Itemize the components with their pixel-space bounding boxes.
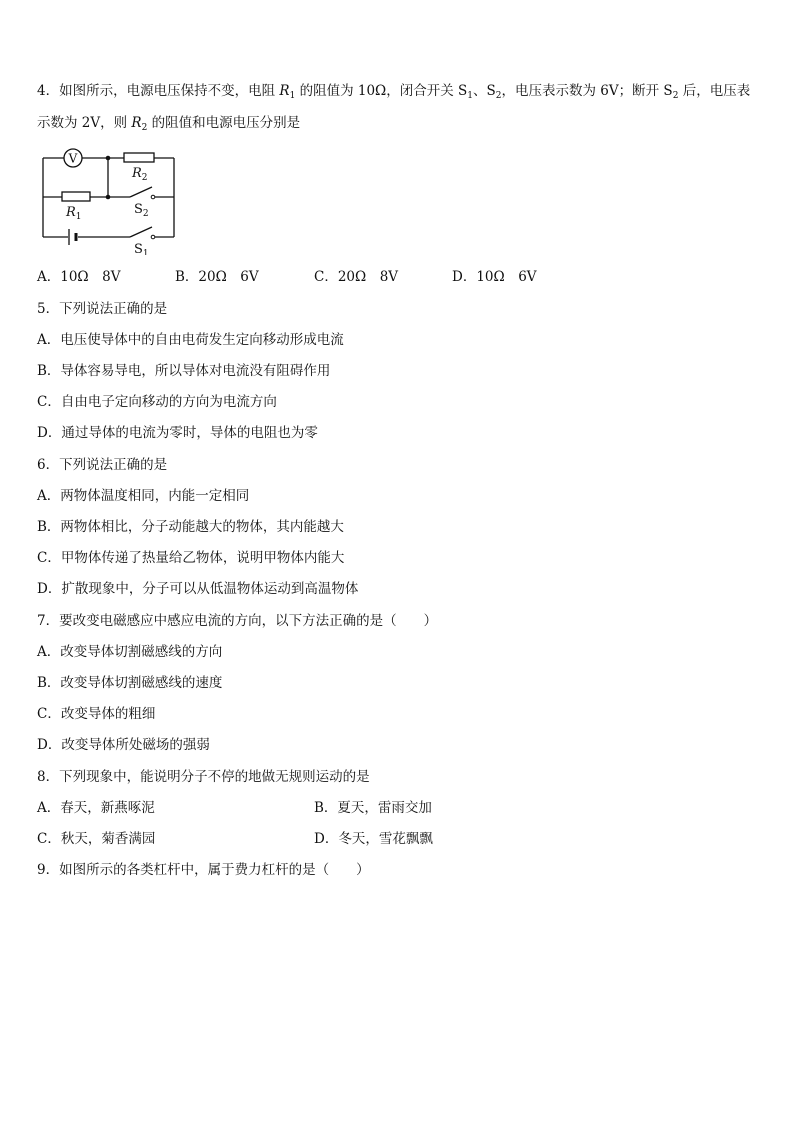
switch-s2-contact [151, 195, 155, 199]
q4-stem-line2: 示数为 2V，则 $R_2$ 的阻值和电源电压分别是 [37, 115, 301, 133]
junction-dot [106, 195, 111, 200]
q6-option-b: B．两物体相比，分子动能越大的物体，其内能越大 [37, 519, 344, 535]
q4-option-c: C．20Ω 8V [314, 269, 399, 285]
q4-stem-line1: 4．如图所示，电源电压保持不变，电阻 $R_1$ 的阻值为 10Ω，闭合开关 $S_1$、$S_2$，电压表示数为 6V；断开 $S_2$ 后，电压表 [37, 83, 751, 101]
resistor-r2-icon [124, 153, 154, 162]
q8-option-d: D．冬天，雪花飘飘 [314, 831, 433, 847]
q5-option-c: C．自由电子定向移动的方向为电流方向 [37, 394, 277, 410]
q5-option-a: A．电压使导体中的自由电荷发生定向移动形成电流 [37, 332, 344, 348]
q4-option-a: A．10Ω 8V [37, 269, 121, 285]
q6-option-d: D．扩散现象中，分子可以从低温物体运动到高温物体 [37, 581, 359, 597]
voltmeter-label: V [68, 151, 78, 166]
q5-option-d: D．通过导体的电流为零时，导体的电阻也为零 [37, 425, 318, 441]
s1-label: $S_1$ [134, 242, 149, 255]
q7-option-d: D．改变导体所处磁场的强弱 [37, 737, 210, 753]
q6-stem: 6．下列说法正确的是 [37, 457, 168, 473]
q5-stem: 5．下列说法正确的是 [37, 301, 168, 317]
q7-option-c: C．改变导体的粗细 [37, 706, 156, 722]
r2-label: $R_2$ [132, 166, 148, 183]
q8-option-c: C．秋天，菊香满园 [37, 831, 156, 847]
q8-option-b: B．夏天，雷雨交加 [314, 800, 432, 816]
q7-stem: 7．要改变电磁感应中感应电流的方向，以下方法正确的是（ ） [37, 613, 438, 629]
battery-icon [69, 229, 76, 245]
q6-option-c: C．甲物体传递了热量给乙物体，说明甲物体内能大 [37, 550, 345, 566]
resistor-r1-icon [62, 192, 90, 201]
switch-s1-contact [151, 235, 155, 239]
s2-label: $S_2$ [134, 202, 149, 219]
q4-option-b: B．20Ω 6V [175, 269, 259, 285]
q4-option-d: D．10Ω 6V [452, 269, 537, 285]
junction-dot [106, 156, 111, 161]
r1-label: $R_1$ [66, 205, 82, 222]
q7-option-b: B．改变导体切割磁感线的速度 [37, 675, 223, 691]
q6-option-a: A．两物体温度相同，内能一定相同 [37, 488, 250, 504]
q8-stem: 8．下列现象中，能说明分子不停的地做无规则运动的是 [37, 769, 370, 785]
q5-option-b: B．导体容易导电，所以导体对电流没有阻碍作用 [37, 363, 331, 379]
q8-option-a: A．春天，新燕啄泥 [37, 800, 155, 816]
q7-option-a: A．改变导体切割磁感线的方向 [37, 644, 223, 660]
q9-stem: 9．如图所示的各类杠杆中，属于费力杠杆的是（ ） [37, 862, 370, 878]
circuit-diagram [38, 145, 178, 255]
